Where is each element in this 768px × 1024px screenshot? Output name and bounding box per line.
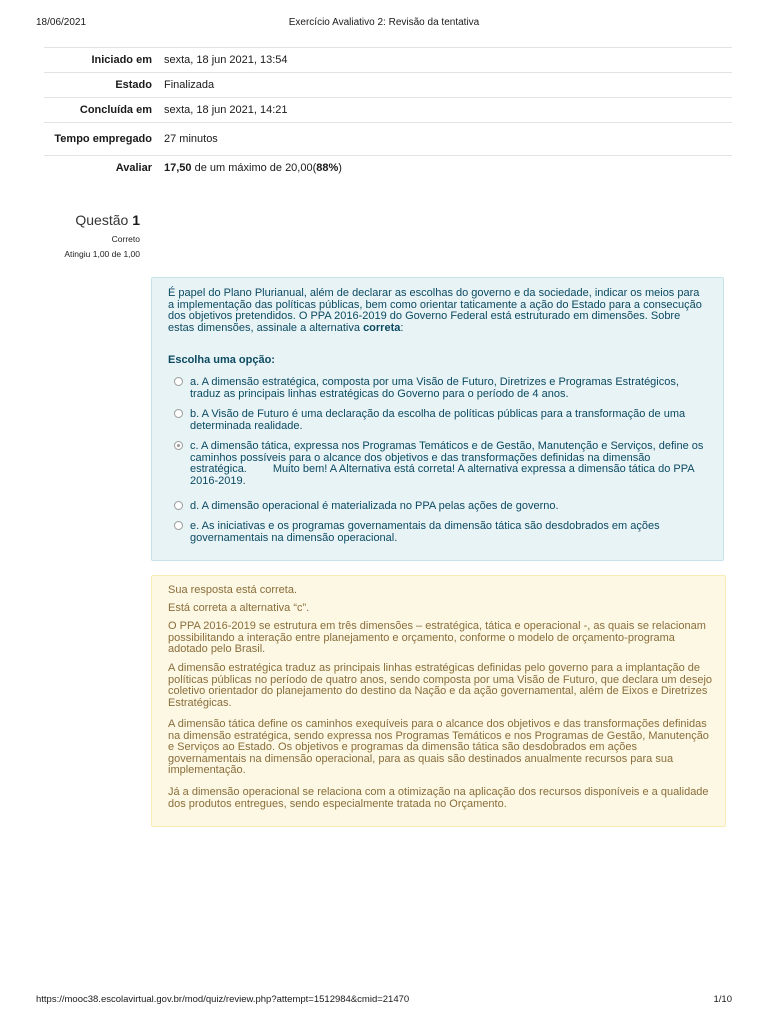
- summary-label: Tempo empregado: [54, 132, 152, 145]
- question-text-main: É papel do Plano Plurianual, além de declarar as escolhas do governo e da sociedade, indicar os meios para a implementação das políticas públicas, bem como orientar taticamente a ação do Estado para a consecução dos objetivos pretendidos. O PPA 2016-2019 do Governo Federal está estruturado em dimensões. Sobre estas dimensões, assinale a alternativa: [168, 287, 702, 334]
- summary-label: Avaliar: [115, 161, 152, 174]
- summary-row-state: [44, 73, 732, 98]
- grade-text: de um máximo de 20,00(: [191, 162, 317, 175]
- summary-value: 27 minutos: [164, 133, 218, 145]
- question-number: [40, 212, 140, 228]
- grade-text-end: ): [338, 162, 342, 175]
- summary-value: sexta, 18 jun 2021, 13:54: [164, 54, 288, 66]
- grade-score: 17,50: [164, 162, 192, 175]
- feedback-paragraph: A dimensão estratégica traduz as principais linhas estratégicas definidas pelo governo para a implantação de políticas públicas no período de quatro anos, sendo composta por uma Visão de Futuro, que declara um desejo coletivo orientador do planejamento do destino da Nação e da ação governamental, além de Eixos e Diretrizes Estratégicas.: [168, 662, 713, 709]
- print-url: https://mooc38.escolavirtual.gov.br/mod/quiz/review.php?attempt=1512984&cmid=21470: [36, 994, 410, 1005]
- summary-row-grade: [44, 156, 732, 181]
- question-text-end: :: [400, 321, 404, 334]
- summary-label: Iniciado em: [91, 53, 152, 66]
- option-label: c. A dimensão tática, expressa nos Programas Temáticos e de Gestão, Manutenção e Serviços, define os caminhos possíveis para o alcance dos objetivos e das transformações definidas na dimensão estratégica.: [190, 440, 704, 476]
- feedback-paragraph: Está correta a alternativa “c”.: [168, 602, 310, 614]
- summary-row-completed: [44, 98, 732, 123]
- radio-icon[interactable]: [174, 521, 183, 530]
- question-label: Questão: [75, 212, 129, 228]
- answer-prompt: Escolha uma opção:: [168, 354, 275, 366]
- option-label: b. A Visão de Futuro é uma declaração da escolha de políticas públicas para a transformação de uma determinada realidade.: [190, 408, 686, 432]
- print-header: [36, 17, 732, 31]
- option-label: d. A dimensão operacional é materializada no PPA pelas ações de governo.: [190, 500, 559, 512]
- summary-value: [158, 156, 732, 181]
- summary-label: Estado: [115, 78, 152, 91]
- print-footer: [36, 994, 732, 1008]
- question-grade: Atingiu 1,00 de 1,00: [64, 249, 140, 259]
- feedback-paragraph: Sua resposta está correta.: [168, 584, 298, 596]
- radio-icon[interactable]: [174, 377, 183, 386]
- radio-icon[interactable]: [174, 409, 183, 418]
- grade-percent: 88%: [316, 162, 339, 175]
- feedback-paragraph: A dimensão tática define os caminhos exequíveis para o alcance dos objetivos e das transformações definidas na dimensão estratégica, sendo expressa nos Programas Temáticos e nos Programas de Gestão, Manutenção e Serviços ao Estado. Os objetivos e programas da dimensão tática são desdobrados em ações governamentais na dimensão operacional, para as quais são destinados anualmente recursos para sua implementação.: [168, 718, 709, 777]
- summary-value: sexta, 18 jun 2021, 14:21: [164, 104, 288, 116]
- feedback-paragraph: O PPA 2016-2019 se estrutura em três dimensões – estratégica, tática e operacional -, as quais se relacionam possibilitando a interação entre planejamento e orçamento, conforme o modelo de orçamento-programa adotado pelo Brasil.: [168, 620, 706, 656]
- option-label: e. As iniciativas e os programas governamentais da dimensão tática são desdobrados em ações governamentais na dimensão operacional.: [190, 520, 660, 544]
- summary-value: Finalizada: [164, 79, 215, 91]
- print-title: Exercício Avaliativo 2: Revisão da tentativa: [288, 17, 480, 28]
- general-feedback-box: [151, 575, 726, 827]
- summary-row-time: [44, 123, 732, 156]
- radio-icon[interactable]: [174, 501, 183, 510]
- feedback-paragraph: Já a dimensão operacional se relaciona com a otimização na aplicação dos recursos disponíveis e a qualidade dos produtos entregues, sendo especialmente tratada no Orçamento.: [168, 786, 709, 810]
- question-text-bold: correta: [363, 321, 401, 334]
- question-state: Correto: [111, 234, 140, 244]
- print-date: 18/06/2021: [36, 17, 87, 28]
- attempt-summary-table: [44, 47, 732, 181]
- question-formulation: [151, 277, 724, 561]
- summary-row-started: [44, 48, 732, 73]
- question-text: [168, 288, 708, 334]
- print-page-number: 1/10: [713, 994, 732, 1005]
- option-label-with-feedback: [190, 441, 706, 487]
- option-label: a. A dimensão estratégica, composta por uma Visão de Futuro, Diretrizes e Programas Estratégicos, traduz as principais linhas estratégicas do Governo para o período de 4 anos.: [190, 376, 679, 400]
- specific-feedback: Muito bem! A Alternativa está correta! A alternativa expressa a dimensão tática do PPA 2016-2019.: [190, 463, 694, 487]
- radio-selected-icon[interactable]: [174, 441, 183, 450]
- question-number-value: 1: [132, 212, 140, 228]
- summary-label: Concluída em: [79, 103, 152, 116]
